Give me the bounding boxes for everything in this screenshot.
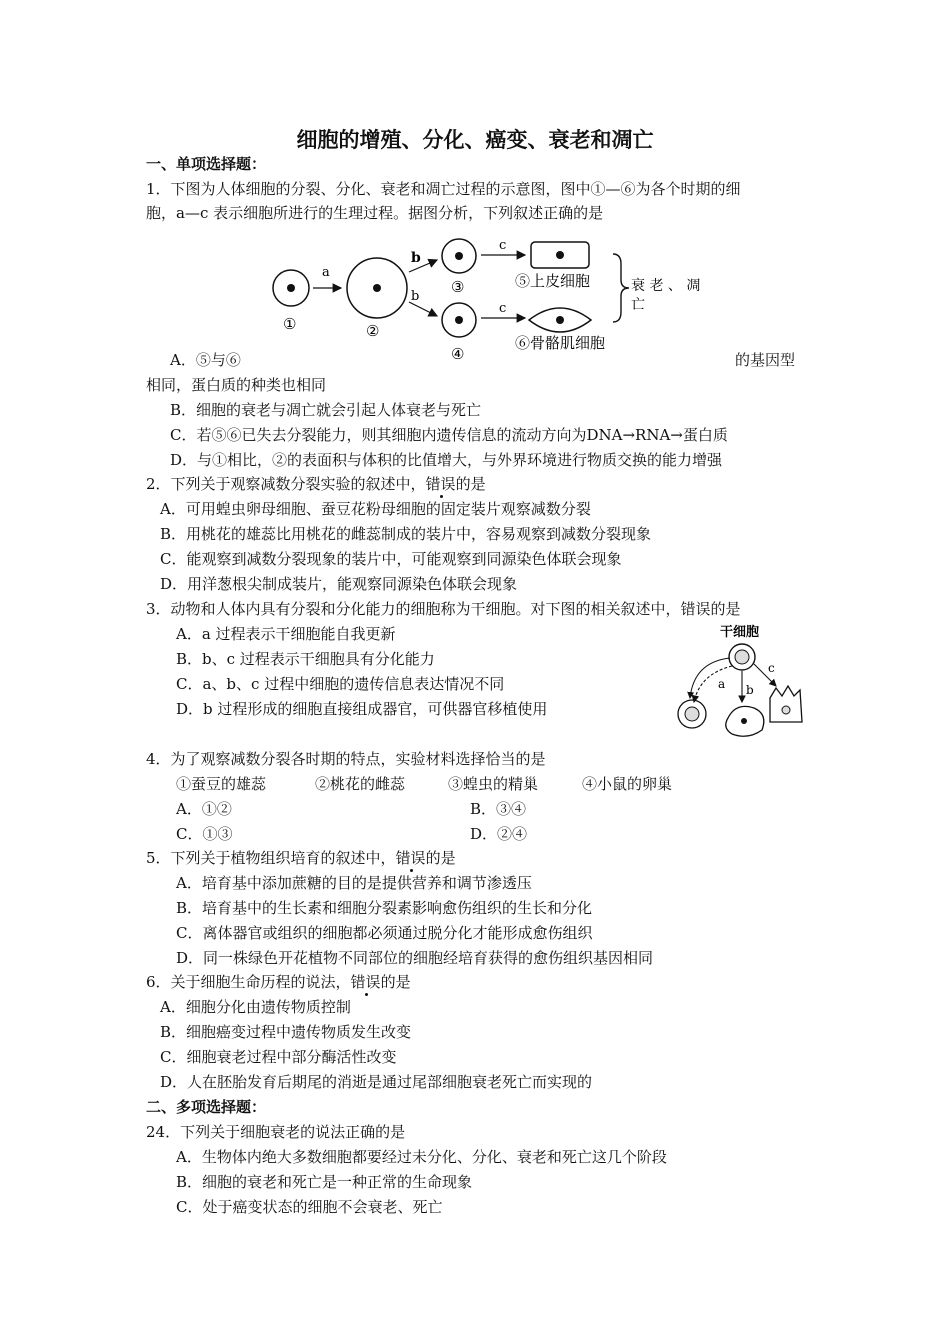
q5-option-a: A．培育基中添加蔗糖的目的是提供营养和调节渗透压 <box>176 874 532 892</box>
q3-option-d: D．b 过程形成的细胞直接组成器官，可供器官移植使用 <box>176 700 548 718</box>
q6-stem: 6．关于细胞生命历程的说法，错误的是 <box>146 973 411 991</box>
q2-option-d: D．用洋葱根尖制成装片，能观察同源染色体联会现象 <box>160 575 518 593</box>
q4-item-3: ③蝗虫的精巢 <box>448 775 539 793</box>
q1-option-c: C．若⑤⑥已失去分裂能力，则其细胞内遗传信息的流动方向为DNA→RNA→蛋白质 <box>170 426 728 444</box>
q6-option-a: A．细胞分化由遗传物质控制 <box>160 998 351 1016</box>
q24-option-a: A．生物体内绝大多数细胞都要经过未分化、分化、衰老和死亡这几个阶段 <box>176 1148 667 1166</box>
stem-arrow-c: c <box>768 661 775 675</box>
q5-option-b: B．培育基中的生长素和细胞分裂素影响愈伤组织的生长和分化 <box>176 899 593 917</box>
q5-option-d: D．同一株绿色开花植物不同部位的细胞经培育获得的愈伤组织基因相同 <box>176 949 654 967</box>
q2-stem: 2．下列关于观察减数分裂实验的叙述中，错误的是 <box>146 475 486 493</box>
side-label-line1: 衰 老 、 凋 <box>631 278 701 294</box>
q2-option-c: C．能观察到减数分裂现象的装片中，可能观察到同源染色体联会现象 <box>160 550 622 568</box>
arrow-a-label: a <box>322 265 330 280</box>
q4-option-c: C．①③ <box>176 825 233 843</box>
differentiated-cell-c <box>770 686 802 722</box>
cell-4-label: ④ <box>451 345 465 360</box>
q1-option-a-cont: 的基因型 <box>735 351 796 369</box>
q4-option-b: B．③④ <box>470 800 527 818</box>
cell-3-label: ③ <box>451 278 465 296</box>
q4-option-d: D．②④ <box>470 825 528 843</box>
q3-option-b: B．b、c 过程表示干细胞具有分化能力 <box>176 650 435 668</box>
stem-cell-figure <box>670 622 810 744</box>
cell-2-label: ② <box>366 322 380 340</box>
q24-option-b: B．细胞的衰老和死亡是一种正常的生命现象 <box>176 1173 473 1191</box>
q1-option-a: A．⑤与⑥ <box>170 351 241 369</box>
q4-item-4: ④小鼠的卵巢 <box>582 775 673 793</box>
q4-option-a: A．①② <box>176 800 232 818</box>
q2-option-a: A．可用蝗虫卵母细胞、蚕豆花粉母细胞的固定装片观察减数分裂 <box>160 500 591 518</box>
q1-option-d: D．与①相比，②的表面积与体积的比值增大，与外界环境进行物质交换的能力增强 <box>170 451 723 469</box>
cell-6-label: ⑥骨骼肌细胞 <box>515 334 606 352</box>
q3-option-c: C．a、b、c 过程中细胞的遗传信息表达情况不同 <box>176 675 505 693</box>
section-heading-single-choice: 一、单项选择题： <box>146 155 267 173</box>
arrow-c-lower-label: c <box>499 301 507 316</box>
stem-arrow-b: b <box>746 683 754 697</box>
cell-1-label: ① <box>283 315 297 333</box>
q4-item-2: ②桃花的雌蕊 <box>315 775 406 793</box>
q1-option-b: B．细胞的衰老与凋亡就会引起人体衰老与死亡 <box>170 401 482 419</box>
page-title: 细胞的增殖、分化、癌变、衰老和凋亡 <box>296 128 654 152</box>
q6-option-d: D．人在胚胎发育后期尾的消逝是通过尾部细胞衰老死亡而实现的 <box>160 1073 593 1091</box>
q1-stem-line2: 胞，a—c 表示细胞所进行的生理过程。据图分析，下列叙述正确的是 <box>146 204 604 222</box>
q2-emphasis: 错误 <box>425 475 456 493</box>
q3-option-a: A．a 过程表示干细胞能自我更新 <box>176 625 396 643</box>
q2-option-b: B．用桃花的雄蕊比用桃花的雌蕊制成的装片中，容易观察到减数分裂现象 <box>160 525 652 543</box>
q4-stem: 4．为了观察减数分裂各时期的特点，实验材料选择恰当的是 <box>146 750 546 768</box>
section-heading-multi-choice: 二、多项选择题： <box>146 1098 267 1116</box>
q6-option-c: C．细胞衰老过程中部分酶活性改变 <box>160 1048 397 1066</box>
q1-stem-line1: 1．下图为人体细胞的分裂、分化、衰老和凋亡过程的示意图，图中①—⑥为各个时期的细 <box>146 180 741 198</box>
stem-arrow-a: a <box>718 677 726 691</box>
q1-option-a-line2: 相同，蛋白质的种类也相同 <box>146 376 327 394</box>
q6-option-b: B．细胞癌变过程中遗传物质发生改变 <box>160 1023 412 1041</box>
stem-cell-title: 干细胞 <box>720 625 760 640</box>
q3-stem: 3．动物和人体内具有分裂和分化能力的细胞称为干细胞。对下图的相关叙述中，错误的是 <box>146 600 741 618</box>
q5-option-c: C．离体器官或组织的细胞都必须通过脱分化才能形成愈伤组织 <box>176 924 593 942</box>
cell-5-label: ⑤上皮细胞 <box>515 272 591 290</box>
cell-division-diagram <box>265 232 725 360</box>
arrow-b-upper-label: b <box>411 250 421 266</box>
arrow-c-upper-label: c <box>499 238 507 253</box>
side-label-line2: 亡 <box>631 297 645 313</box>
brace-shape <box>613 254 629 322</box>
q24-option-c: C．处于癌变状态的细胞不会衰老、死亡 <box>176 1198 443 1216</box>
q5-emphasis: 错误 <box>395 849 426 867</box>
q4-item-1: ①蚕豆的雄蕊 <box>176 775 267 793</box>
q5-stem: 5．下列关于植物组织培育的叙述中，错误的是 <box>146 849 456 867</box>
arrow-b-lower-label: b <box>411 289 420 304</box>
q24-stem: 24．下列关于细胞衰老的说法正确的是 <box>146 1123 406 1141</box>
q6-emphasis: 错误 <box>350 973 381 991</box>
